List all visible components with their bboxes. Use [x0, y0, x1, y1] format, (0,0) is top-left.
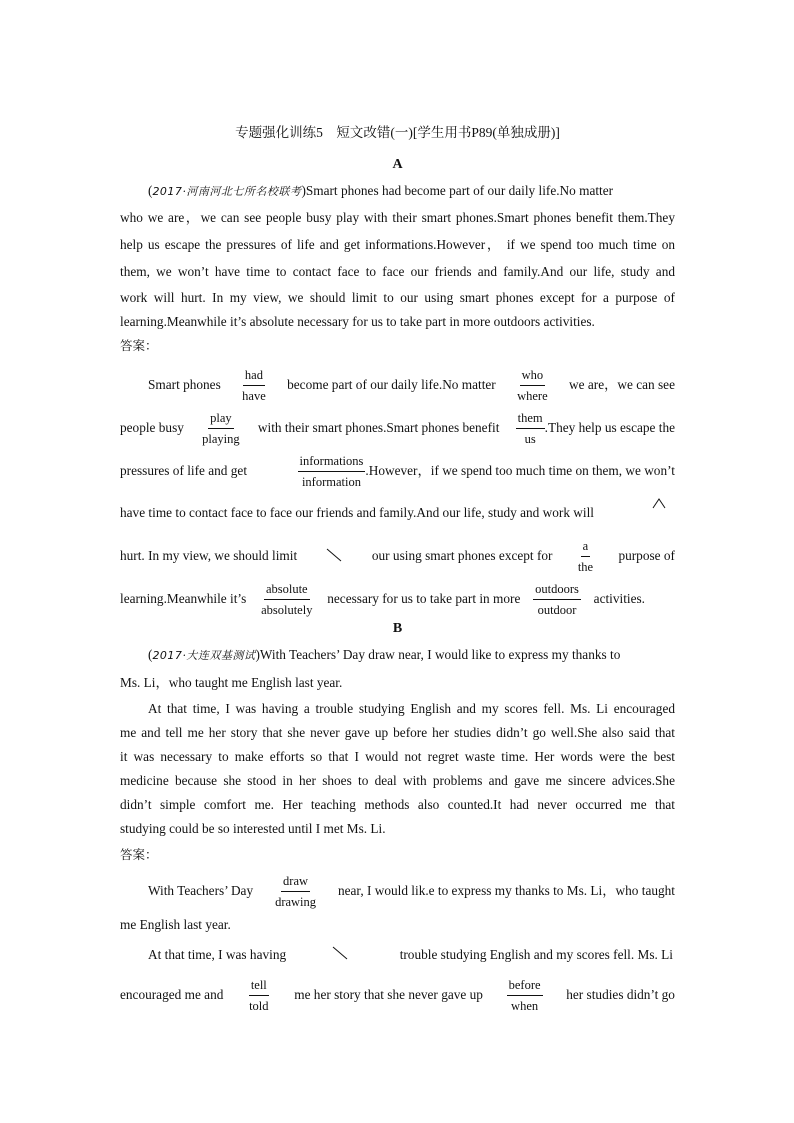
section-a-line-5: work will hurt. In my view, we should limit to our using smart phones except for a purpose of: [120, 290, 675, 305]
answer-b-line-2: me English last year.: [120, 917, 231, 932]
correction-outdoors-outdoor: $\frac{\text{outdoors}}{\text{outdoor}}$: [535, 581, 579, 617]
correction-tell-told: $\frac{\text{tell}}{\text{told}}$: [249, 977, 269, 1013]
correction-had-have: $\frac{\text{had}}{\text{have}}$: [242, 367, 266, 403]
correction-draw-drawing: $\frac{\text{draw}}{\text{drawing}}$: [275, 873, 317, 909]
section-a-text: )Smart phones had become part of our daily life.No matter: [301, 183, 614, 198]
answer-b-line-3: At that time, I was having trouble studying English and my scores fell. Ms. Li: [148, 947, 673, 962]
section-a-source: 2017·河南河北七所名校联考: [152, 185, 302, 198]
section-b-answer-label: 答案：: [120, 847, 158, 862]
answer-a-line-4: have time to contact face to face our friends and family.And our life, study and work will: [120, 505, 594, 520]
correction-a-the: $\frac{a}{\text{the}}$: [577, 538, 594, 574]
section-b-line-2: Ms. Li，who taught me English last year.: [120, 675, 343, 690]
section-a-answer-label: 答案：: [120, 338, 158, 353]
section-a-line-3: help us escape the pressures of life and get informations.However， if we spend too much time on: [120, 237, 675, 252]
delete-mark-icon: [315, 547, 355, 565]
section-b-line-1: (2017·大连双基测试)With Teachers’ Day draw near, I would like to express my thanks to: [148, 647, 621, 662]
section-b-line-7: didn’t simple comfort me. Her teaching methods also counted.It had never occurred me that: [120, 797, 675, 812]
section-b-line-5: it was necessary to make efforts so that I would not regret waste time. Her words were the best: [120, 749, 675, 764]
delete-mark-icon: [323, 946, 363, 964]
correction-absolute-absolutely: $\frac{\text{absolute}}{\text{absolutely}}$: [261, 581, 313, 617]
answer-a-line-6: learning.Meanwhile it’s $\frac{\text{absolute}}{\text{absolutely}}$ necessary for us to take part in more $\frac{\text{outdoors}}{\text{outdoor}}$ activities.: [120, 581, 645, 617]
answer-a-line-3: pressures of life and get $\frac{\text{informations}}{\text{information}}$ .However，if we spend too much time on them, we won’t: [120, 453, 675, 489]
section-b-text: )With Teachers’ Day draw near, I would like to express my thanks to: [255, 647, 621, 662]
correction-play-playing: $\frac{\text{play}}{\text{playing}}$: [202, 410, 240, 446]
section-b-line-8: studying could be so interested until I met Ms. Li.: [120, 821, 386, 836]
correction-who-where: $\frac{\text{who}}{\text{where}}$: [517, 367, 548, 403]
document-title: 专题强化训练5 短文改错(一)[学生用书P89(单独成册)]: [235, 125, 560, 140]
section-b-line-6: medicine because she stood in her shoes to deal with problems and gave me sincere advices.She: [120, 773, 675, 788]
insert-mark-icon: [652, 497, 666, 509]
answer-b-line-1: With Teachers’ Day $\frac{\text{draw}}{\text{drawing}}$ near, I would lik.e to express my thanks to Ms. Li，who taught: [148, 873, 675, 909]
section-a-line-1: (2017·河南河北七所名校联考)Smart phones had become part of our daily life.No matter: [148, 183, 614, 198]
answer-a-line-5: hurt. In my view, we should limit our using smart phones except for $\frac{a}{\text{the}}$ purpose of: [120, 538, 675, 574]
correction-informations-information: $\frac{\text{informations}}{\text{information}}$: [299, 453, 364, 489]
section-a-line-2: who we are，we can see people busy play with their smart phones.Smart phones benefit them.They: [120, 210, 675, 225]
section-a-line-4: them, we won’t have time to contact face to face our friends and family.And our life, study and: [120, 264, 675, 279]
answer-b-line-4: encouraged me and $\frac{\text{tell}}{\text{told}}$ me her story that she never gave up $\frac{\text{before}}{\text{when}}$ her studies didn’t go: [120, 977, 675, 1013]
correction-before-when: $\frac{\text{before}}{\text{when}}$: [508, 977, 541, 1013]
section-b-source: 2017·大连双基测试: [152, 649, 256, 662]
answer-a-line-1: Smart phones $\frac{\text{had}}{\text{have}}$ become part of our daily life.No matter $\frac{\text{who}}{\text{where}}$ we are，we can see: [148, 367, 675, 403]
answer-a-line-2: people busy $\frac{\text{play}}{\text{playing}}$ with their smart phones.Smart phones benefit $\frac{\text{them}}{us}$ .They help us escape the: [120, 410, 675, 446]
section-b-line-4: me and tell me her story that she never gave up before her studies didn’t go well.She also said that: [120, 725, 675, 740]
section-b-heading: B: [392, 621, 403, 636]
section-a-line-6: learning.Meanwhile it’s absolute necessary for us to take part in more outdoors activities.: [120, 314, 595, 329]
section-b-line-3: At that time, I was having a trouble studying English and my scores fell. Ms. Li encouraged: [148, 701, 675, 716]
section-a-heading: A: [392, 157, 403, 172]
correction-them-us: $\frac{\text{them}}{us}$: [517, 410, 543, 446]
